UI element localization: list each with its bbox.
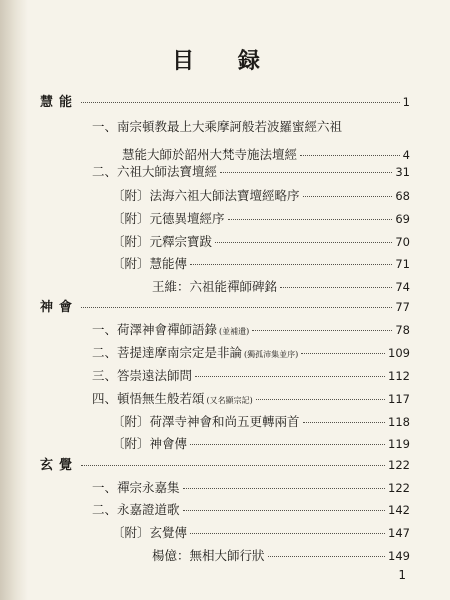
toc-entry-title: 〔附〕荷澤寺神會和尚五更轉兩首 [112, 414, 300, 429]
toc-entry [92, 366, 410, 386]
toc-page-number: 109 [388, 346, 410, 360]
toc-page-number: 78 [395, 323, 410, 337]
dot-leader [81, 307, 392, 308]
toc-entry [92, 389, 410, 409]
toc-entry-title: 〔附〕玄覺傳 [112, 525, 188, 540]
dot-leader [303, 422, 386, 423]
dot-leader [256, 399, 385, 400]
toc-entry-title: 一、荷澤神會禪師語錄 [92, 322, 218, 337]
toc-entry [92, 162, 410, 182]
dot-leader [190, 533, 385, 534]
toc-entry-title: 楊億：無相大師行狀 [152, 548, 265, 563]
toc-page-number: 117 [388, 392, 410, 406]
dot-leader [195, 376, 385, 377]
toc-entry [112, 186, 410, 206]
toc-entry [92, 117, 410, 137]
dot-leader [228, 219, 393, 220]
toc-page-number: 69 [395, 212, 410, 226]
toc-page-number: 68 [395, 189, 410, 203]
page-number: 1 [398, 568, 406, 582]
toc-section [40, 296, 410, 316]
toc-entry-title: 二、六祖大師法寶壇經 [92, 164, 218, 179]
toc-page-number: 77 [395, 300, 410, 314]
dot-leader [220, 172, 392, 173]
dot-leader [183, 488, 386, 489]
toc-entry-title: 慧能大師於韶州大梵寺施法壇經 [122, 147, 298, 162]
toc-entry [112, 254, 410, 274]
toc-entry-title: 神會 [40, 300, 79, 315]
toc-entry-note: (獨孤沛集並序) [244, 350, 299, 359]
toc-entry-title: 〔附〕元德異壇經序 [112, 211, 225, 226]
toc-entry-title: 〔附〕法海六祖大師法寶壇經略序 [112, 188, 300, 203]
toc-entry [92, 500, 410, 520]
dot-leader [301, 353, 385, 354]
dot-leader [268, 556, 386, 557]
toc-entry [112, 412, 410, 432]
toc-page-number: 112 [388, 369, 410, 383]
toc-page-number: 142 [388, 503, 410, 517]
toc-entry [112, 523, 410, 543]
toc-entry [112, 434, 410, 454]
dot-leader [280, 287, 392, 288]
dot-leader [215, 242, 392, 243]
dot-leader [303, 196, 393, 197]
toc-entry-title: 二、菩提達摩南宗定是非論 [92, 345, 243, 360]
toc-page-number: 149 [388, 549, 410, 563]
toc-entry [92, 320, 410, 340]
toc-entry-title: 〔附〕神會傳 [112, 436, 188, 451]
toc-page-number: 1 [402, 95, 410, 109]
dot-leader [190, 444, 385, 445]
dot-leader [81, 102, 400, 103]
toc-entry-title: 二、永嘉證道歌 [92, 502, 180, 517]
toc-section [40, 91, 410, 111]
toc-entry-title: 〔附〕慧能傳 [112, 256, 188, 271]
toc-page-number: 4 [402, 148, 410, 162]
toc-entry [152, 277, 410, 297]
page-title: 目 録 [172, 49, 278, 74]
toc-page-number: 122 [388, 481, 410, 495]
dot-leader [81, 465, 385, 466]
dot-leader [190, 264, 392, 265]
toc-page-number: 119 [388, 437, 410, 451]
toc-entry [92, 478, 410, 498]
toc-entry-title: 〔附〕元釋宗寶跋 [112, 234, 213, 249]
toc-entry-title: 玄覺 [40, 458, 79, 473]
toc-entry-title: 慧能 [40, 95, 79, 110]
toc-entry-title: 一、南宗頓教最上大乘摩訶般若波羅蜜經六祖 [92, 119, 343, 134]
toc-entry [92, 343, 410, 363]
toc-entry [112, 232, 410, 252]
toc-entry-note: (又名顯宗記) [206, 396, 253, 405]
toc-page-number: 71 [395, 257, 410, 271]
toc-entry-title: 四、頓悟無生般若頌 [92, 391, 205, 406]
toc-entry-note: (並補遺) [219, 327, 250, 336]
toc-entry [152, 546, 410, 566]
toc-page-number: 147 [388, 526, 410, 540]
toc-page-number: 70 [395, 235, 410, 249]
toc-page-number: 122 [388, 458, 410, 472]
toc-entry-title: 王維：六祖能禪師碑銘 [152, 279, 278, 294]
toc-page-number: 31 [395, 165, 410, 179]
toc-section [40, 454, 410, 474]
toc-entry [112, 209, 410, 229]
dot-leader [300, 155, 400, 156]
toc-page-number: 118 [388, 415, 410, 429]
toc-entry-title: 三、答崇遠法師問 [92, 368, 193, 383]
dot-leader [252, 330, 392, 331]
toc-page-number: 74 [395, 280, 410, 294]
dot-leader [183, 510, 386, 511]
toc-entry-title: 一、禪宗永嘉集 [92, 480, 180, 495]
